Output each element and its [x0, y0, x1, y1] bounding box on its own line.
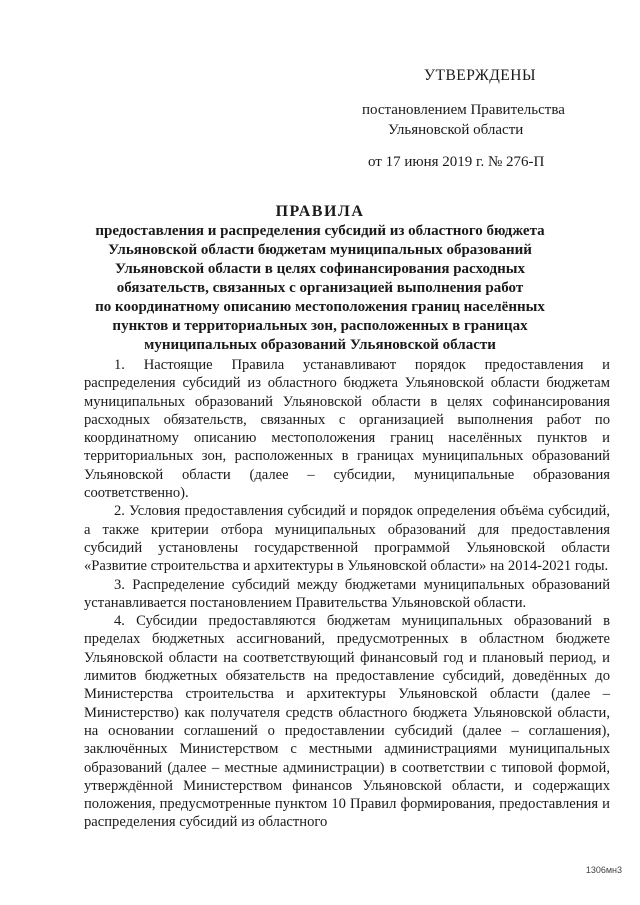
paragraph-4: 4. Субсидии предоставляются бюджетам муниципальных образований в пределах бюджетных ассигнований, предусмотренных в областном бюджете Ульяновской области на соответствующий финансовый год и плановый период, и лимитов бюджетных обязательств на предоставление субсидий, доведённых до Министерства строительства и архитектуры Ульяновской области (далее – Министерство) как получателя средств областного бюджета Ульяновской области, на основании соглашений о предоставлении субсидий (далее – соглашения), заключённых Министерством с местными администрациями муниципальных образований (далее – местные администрации) в соответствии с типовой формой, утверждённой Министерством финансов Ульяновской области, и содержащих положения, предусмотренные пунктом 10 Правил формирования, предоставления и распределения субсидий из областного: [84, 613, 610, 831]
approval-title: УТВЕРЖДЕНЫ: [424, 67, 536, 84]
paragraph-1: 1. Настоящие Правила устанавливают порядок предоставления и распределения субсидий из областного бюджета Ульяновской области бюджетам муниципальных образований Ульяновской области в целях софинансирования расходных обязательств, связанных с организацией выполнения работ по координатному описанию местоположения границ населённых пунктов и территориальных зон, расположенных в границах муниципальных образований Ульяновской области (далее – субсидии, муниципальные образования соответственно).: [84, 357, 610, 502]
subtitle-line: муниципальных образований Ульяновской области: [144, 337, 496, 353]
subtitle-line: Ульяновской области в целях софинансирования расходных: [115, 261, 525, 277]
paragraph-2: 2. Условия предоставления субсидий и порядок определения объёма субсидий, а также критерии отбора муниципальных образований для предоставления субсидий установлены государственной программой Ульяновской области «Развитие строительства и архитектуры в Ульяновской области» на 2014-2021 годы.: [84, 503, 610, 575]
document-heading: [60, 202, 580, 355]
paragraph-3: 3. Распределение субсидий между бюджетами муниципальных образований устанавливается постановлением Правительства Ульяновской области.: [84, 576, 610, 611]
approval-authority: постановлением Правительства: [362, 102, 565, 118]
subtitle-line: обязательств, связанных с организацией выполнения работ: [116, 280, 524, 296]
subtitle-line: предоставления и распределения субсидий из областного бюджета: [95, 223, 545, 239]
subtitle-line: Ульяновской области бюджетам муниципальных образований: [108, 242, 532, 258]
subtitle-line: пунктов и территориальных зон, расположенных в границах: [112, 318, 528, 334]
approval-date-number: от 17 июня 2019 г. № 276-П: [368, 154, 545, 170]
approval-region: Ульяновской области: [388, 122, 524, 138]
document-title: ПРАВИЛА: [275, 203, 365, 220]
document-code: 1306мн3: [585, 865, 622, 875]
document-body: [84, 356, 610, 832]
subtitle-line: по координатному описанию местоположения границ населённых: [95, 299, 545, 315]
